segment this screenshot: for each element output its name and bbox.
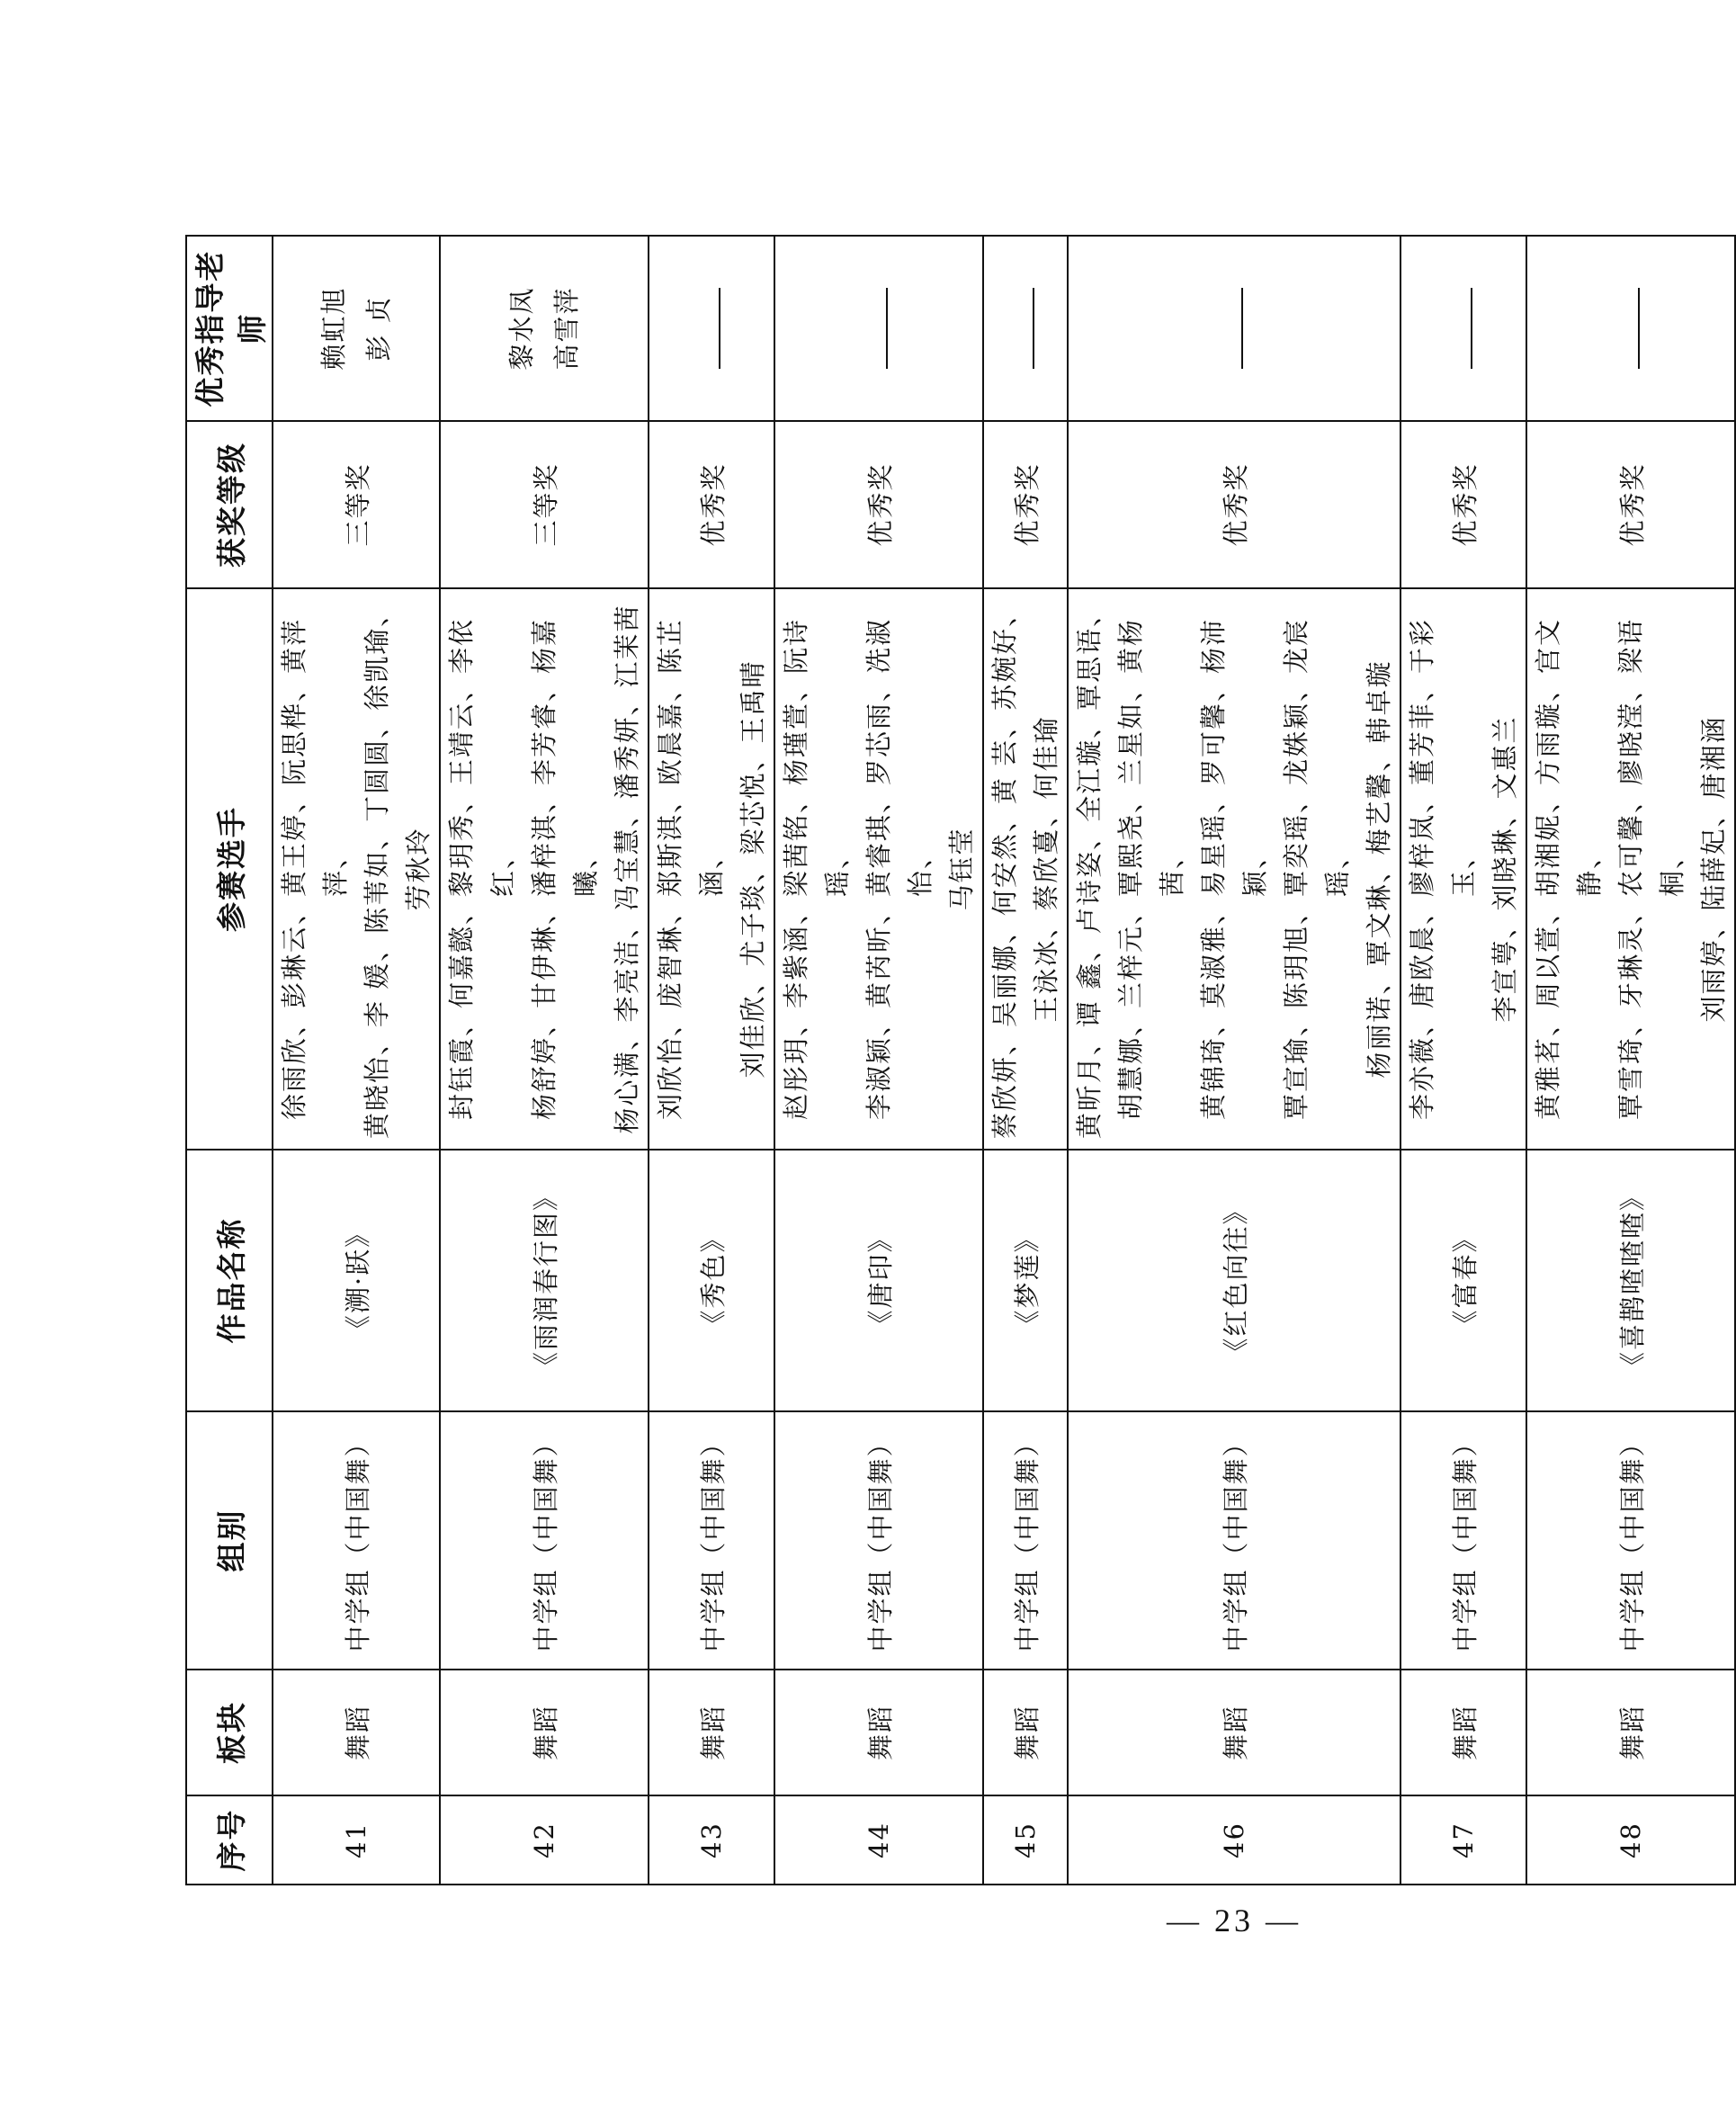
header-row	[186, 236, 273, 1885]
row-group: 中学组（中国舞）	[649, 1411, 774, 1670]
row-players	[983, 588, 1068, 1150]
row-index: 42	[440, 1795, 649, 1885]
row-section: 舞蹈	[1526, 1670, 1735, 1795]
table-row	[774, 236, 983, 1885]
row-work: 《富春》	[1400, 1150, 1526, 1411]
awards-table-frame	[185, 237, 1729, 1885]
row-index: 47	[1400, 1795, 1526, 1885]
table-row	[1526, 236, 1735, 1885]
row-section: 舞蹈	[774, 1670, 983, 1795]
row-section: 舞蹈	[649, 1670, 774, 1795]
empty-dash	[1471, 288, 1472, 369]
header-index: 序号	[186, 1795, 273, 1885]
player-line: 劳秋玲	[403, 827, 434, 911]
player-line: 刘佳欣、尤子琰、梁芯悦、王禹晴	[738, 659, 768, 1079]
player-line: 黄晓怡、李 媛、陈苇如、丁圆圆、徐凯瑜、	[362, 598, 392, 1140]
header-teacher: 优秀指导老师	[186, 236, 273, 421]
teacher-name: 赖虹旭	[318, 286, 349, 371]
table-row	[649, 236, 774, 1885]
row-section: 舞蹈	[440, 1670, 649, 1795]
row-index: 48	[1526, 1795, 1735, 1885]
player-line: 赵彤玥、李紫涵、梁茜铭、杨瑾萱、阮诗瑶、	[781, 618, 853, 1121]
player-line: 刘欣怡、庞智琳、郑斯淇、欧晨嘉、陈芷涵、	[655, 618, 727, 1121]
row-players	[440, 588, 649, 1150]
row-award: 三等奖	[440, 421, 649, 588]
row-index: 41	[273, 1795, 440, 1885]
empty-dash	[1241, 288, 1243, 369]
table-row	[1068, 236, 1400, 1885]
row-work: 《秀色》	[649, 1150, 774, 1411]
row-group: 中学组（中国舞）	[273, 1411, 440, 1670]
player-line: 覃宣瑜、陈玥旭、覃奕瑶、龙姝颖、龙宸瑶、	[1281, 618, 1353, 1121]
rotated-table-wrapper	[185, 237, 1729, 1885]
player-line: 杨舒婷、甘伊琳、潘梓淇、李芳睿、杨嘉曦、	[529, 618, 601, 1121]
row-award: 优秀奖	[1068, 421, 1400, 588]
row-work: 《红色向往》	[1068, 1150, 1400, 1411]
row-teacher-empty	[1068, 236, 1400, 421]
player-line: 李亦薇、唐欧晨、廖梓岚、董芳菲、于彩玉、	[1407, 618, 1479, 1121]
row-index: 46	[1068, 1795, 1400, 1885]
row-players	[1526, 588, 1735, 1150]
row-section: 舞蹈	[983, 1670, 1068, 1795]
header-section: 板块	[186, 1670, 273, 1795]
row-section: 舞蹈	[273, 1670, 440, 1795]
player-line: 胡慧娜、兰梓元、覃熙尧、兰星如、黄杨茜、	[1115, 618, 1187, 1121]
row-players	[1068, 588, 1400, 1150]
player-line: 刘雨婷、陆薛妃、唐湘涵	[1698, 715, 1729, 1023]
row-work: 《雨润春行图》	[440, 1150, 649, 1411]
page-number: — 23 —	[1167, 1903, 1302, 1938]
empty-dash	[719, 288, 720, 369]
player-line: 黄昕月、谭 鑫、卢诗姿、全江璇、覃思语、	[1074, 598, 1105, 1140]
row-players	[649, 588, 774, 1150]
row-teacher-empty	[774, 236, 983, 421]
row-work: 《喜鹊喳喳喳》	[1526, 1150, 1735, 1411]
player-line: 黄雅茗、周以萱、胡湘妮、方雨璇、宫文静、	[1533, 618, 1605, 1121]
header-players: 参赛选手	[186, 588, 273, 1150]
awards-table	[185, 235, 1736, 1885]
row-players	[273, 588, 440, 1150]
row-group: 中学组（中国舞）	[1526, 1411, 1735, 1670]
row-group: 中学组（中国舞）	[774, 1411, 983, 1670]
player-line: 黄锦琦、莫淑雅、易星瑶、罗可馨、杨沛颖、	[1198, 618, 1270, 1121]
player-line: 李宣萼、刘晓琳、文惠兰	[1490, 715, 1520, 1023]
row-award: 优秀奖	[1400, 421, 1526, 588]
header-group: 组别	[186, 1411, 273, 1670]
row-section: 舞蹈	[1068, 1670, 1400, 1795]
teacher-name: 黎水凤	[506, 286, 537, 371]
row-teacher-empty	[649, 236, 774, 421]
row-teacher-empty	[1526, 236, 1735, 421]
row-group: 中学组（中国舞）	[1068, 1411, 1400, 1670]
teacher-name: 高雪萍	[551, 286, 582, 371]
table-row	[1400, 236, 1526, 1885]
player-line: 徐雨欣、彭琳云、黄王婷、阮思桦、黄萍萍、	[279, 618, 351, 1121]
row-players	[774, 588, 983, 1150]
table-row	[440, 236, 649, 1885]
row-work: 《梦莲》	[983, 1150, 1068, 1411]
player-line: 杨心满、李亮洁、冯宝慧、潘秀妍、江茉茜	[612, 604, 642, 1134]
row-teacher-empty	[1400, 236, 1526, 421]
player-line: 蔡欣妍、吴丽娜、何安然、黄 芸、苏婉好、	[989, 598, 1020, 1140]
row-work: 《唐印》	[774, 1150, 983, 1411]
row-group: 中学组（中国舞）	[983, 1411, 1068, 1670]
row-players	[1400, 588, 1526, 1150]
row-award: 优秀奖	[983, 421, 1068, 588]
header-award: 获奖等级	[186, 421, 273, 588]
row-index: 43	[649, 1795, 774, 1885]
player-line: 李淑颖、黄芮昕、黄睿琪、罗芯雨、冼淑怡、	[864, 618, 935, 1121]
player-line: 覃雪琦、牙琳灵、农可馨、廖晓滢、梁语桐、	[1615, 618, 1687, 1121]
player-line: 王泳冰、蔡欣蔓、何佳瑜	[1031, 715, 1061, 1023]
row-award: 三等奖	[273, 421, 440, 588]
empty-dash	[1033, 288, 1034, 369]
row-award: 优秀奖	[774, 421, 983, 588]
row-index: 44	[774, 1795, 983, 1885]
row-group: 中学组（中国舞）	[1400, 1411, 1526, 1670]
row-teacher	[440, 236, 649, 421]
row-work: 《溯·跃》	[273, 1150, 440, 1411]
player-line: 封钰霞、何嘉懿、黎玥秀、王靖云、李依红、	[446, 618, 518, 1121]
row-award: 优秀奖	[1526, 421, 1735, 588]
empty-dash	[886, 288, 888, 369]
header-work: 作品名称	[186, 1150, 273, 1411]
teacher-name: 彭 贞	[363, 295, 394, 362]
row-group: 中学组（中国舞）	[440, 1411, 649, 1670]
row-teacher	[273, 236, 440, 421]
table-body	[273, 236, 1735, 1885]
player-line: 马钰莹	[946, 827, 977, 911]
row-index: 45	[983, 1795, 1068, 1885]
row-award: 优秀奖	[649, 421, 774, 588]
table-row	[273, 236, 440, 1885]
player-line: 杨丽诺、覃文琳、梅艺馨、韩卓璇	[1364, 659, 1394, 1079]
empty-dash	[1638, 288, 1640, 369]
row-teacher-empty	[983, 236, 1068, 421]
row-section: 舞蹈	[1400, 1670, 1526, 1795]
table-row	[983, 236, 1068, 1885]
